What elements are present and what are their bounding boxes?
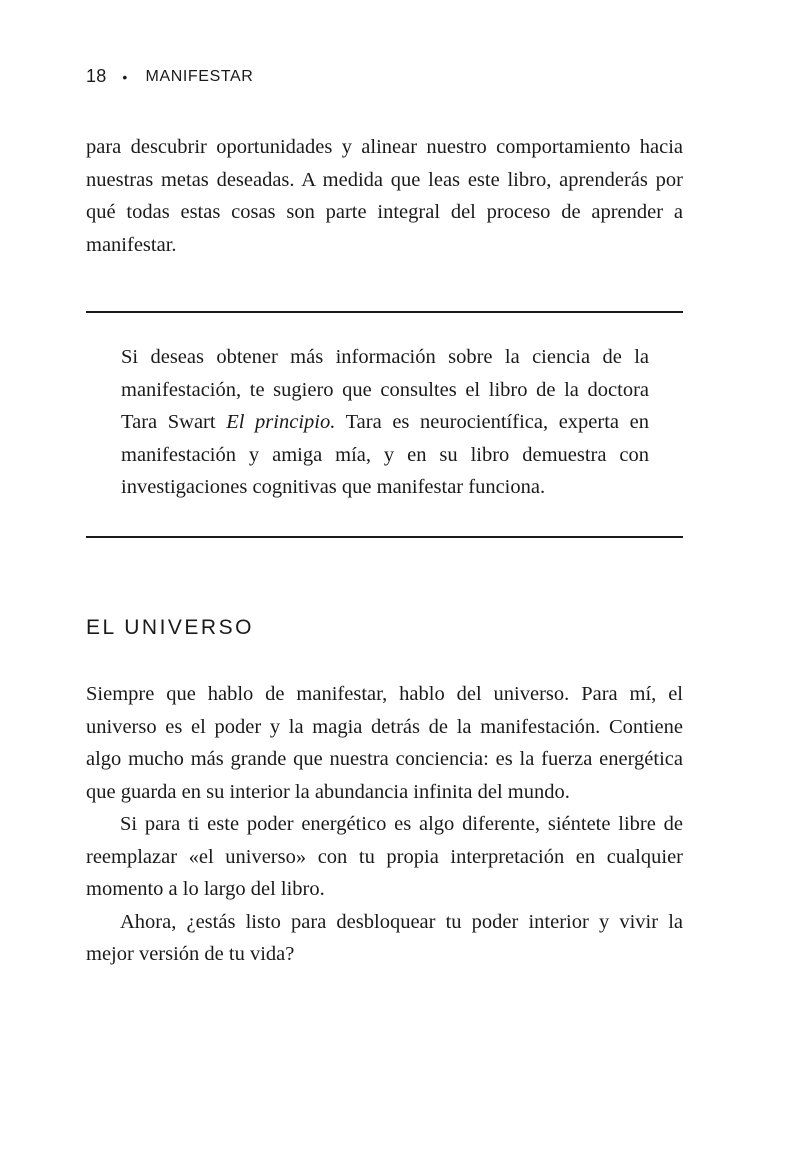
section-paragraph: Ahora, ¿estás listo para desbloquear tu poder interior y vivir la mejor versión de tu vida? xyxy=(86,910,683,965)
sidebar-paragraph xyxy=(121,341,649,504)
box-top-rule xyxy=(86,311,683,313)
sidebar-text-after: Tara es neurocientífica, experta en manifestación y amiga mía, y en su libro demuestra con investigaciones cognitivas que manifestar funciona. xyxy=(121,411,650,498)
section-paragraph: Si para ti este poder energético es algo diferente, siéntete libre de reemplazar «el universo» con tu propia interpretación en cualquier momento a lo largo del libro. xyxy=(86,813,683,900)
sidebar-book-title: El principio. xyxy=(226,411,336,433)
intro-paragraph: para descubrir oportunidades y alinear nuestro comportamiento hacia nuestras metas deseadas. A medida que leas este libro, aprenderás por qué todas estas cosas son parte integral del proceso de aprender a manifestar. xyxy=(86,136,683,256)
sidebar-text-before: Si deseas obtener más información sobre la ciencia de la manifestación, te sugiero que consultes el libro de la doctora Tara Swart xyxy=(121,346,649,433)
header-separator: • xyxy=(122,68,128,85)
section-paragraph: Siempre que hablo de manifestar, hablo del universo. Para mí, el universo es el poder y la magia detrás de la manifestación. Contiene algo mucho más grande que nuestra conciencia: es la fuerza energética que guarda en su interior la abundancia infinita del mundo. xyxy=(86,683,683,803)
running-header xyxy=(86,66,253,87)
intro-paragraph-block xyxy=(86,131,683,261)
running-title: MANIFESTAR xyxy=(145,67,254,85)
page-number: 18 xyxy=(86,66,107,86)
section-body xyxy=(86,678,683,971)
section-heading: EL UNIVERSO xyxy=(86,616,254,639)
sidebar-box xyxy=(121,341,649,504)
box-bottom-rule xyxy=(86,536,683,538)
